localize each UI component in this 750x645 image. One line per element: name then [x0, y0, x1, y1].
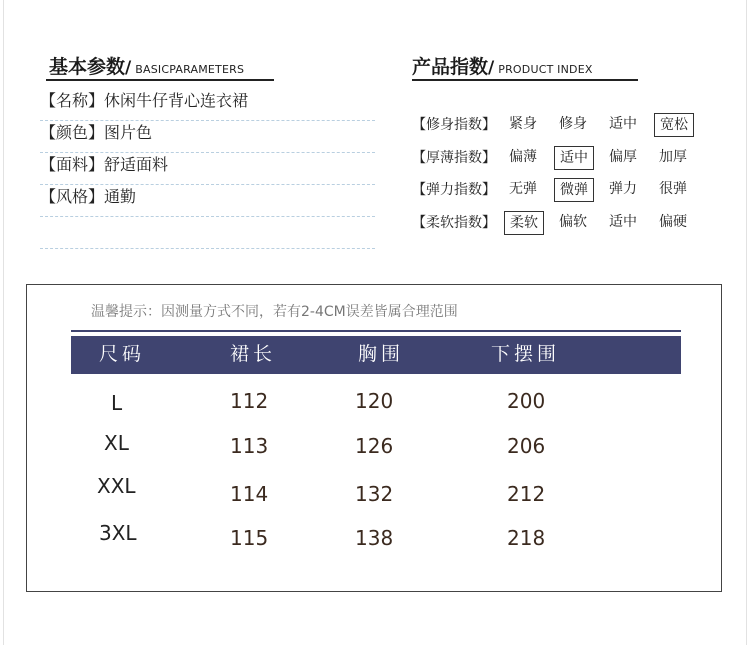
index-option: 很弹: [659, 181, 687, 197]
param-row-name: [40, 88, 375, 121]
header-hem: 下摆围: [491, 343, 561, 365]
size-table: [26, 284, 722, 592]
index-option: 适中: [609, 116, 637, 132]
index-title-slash: /: [488, 58, 495, 78]
cell-size: XL: [104, 431, 129, 455]
header-length: 裙长: [230, 343, 277, 365]
cell-hem: 206: [507, 434, 546, 458]
cell-hem: 212: [507, 482, 546, 506]
basic-parameters-section: [40, 52, 375, 206]
index-option-selected: 柔软: [504, 211, 544, 235]
cell-length: 113: [230, 434, 269, 458]
cell-bust: 126: [355, 434, 394, 458]
cell-size: 3XL: [99, 521, 137, 545]
index-option: 修身: [559, 116, 587, 132]
basic-title-en: BASICPARAMETERS: [135, 63, 245, 76]
page-border-left: [3, 0, 4, 645]
param-text: 【名称】休闲牛仔背心连衣裙: [40, 91, 249, 110]
index-option: 偏厚: [609, 149, 637, 165]
cell-bust: 138: [355, 526, 394, 550]
index-option: 偏薄: [509, 149, 537, 165]
cell-bust: 120: [355, 389, 394, 413]
param-row-style: [40, 184, 375, 217]
basic-title-underline: [46, 79, 274, 81]
basic-title-cn: 基本参数: [49, 56, 126, 78]
index-option: 弹力: [609, 181, 637, 197]
measurement-tip: 温馨提示：因测量方式不同，若有2-4CM误差皆属合理范围: [91, 304, 458, 320]
cell-size: L: [111, 391, 123, 415]
index-label: 【弹力指数】: [412, 182, 496, 198]
index-title-underline: [412, 79, 638, 81]
cell-size: XXL: [97, 474, 136, 498]
cell-length: 112: [230, 389, 269, 413]
index-option-selected: 适中: [554, 146, 594, 170]
param-row-color: [40, 120, 375, 153]
param-text: 【颜色】图片色: [40, 123, 153, 142]
basic-parameters-title: [40, 52, 375, 79]
header-top-rule: [71, 330, 681, 332]
index-option-selected: 宽松: [654, 113, 694, 137]
index-option: 偏软: [559, 214, 587, 230]
index-label: 【厚薄指数】: [412, 150, 496, 166]
index-option: 偏硬: [659, 214, 687, 230]
page-border-right: [746, 0, 747, 645]
index-option: 加厚: [659, 149, 687, 165]
index-label: 【修身指数】: [412, 117, 496, 133]
index-option: 适中: [609, 214, 637, 230]
header-size: 尺码: [99, 343, 146, 365]
param-text: 【风格】通勤: [40, 187, 137, 206]
index-label: 【柔软指数】: [412, 215, 496, 231]
param-text: 【面料】舒适面料: [40, 155, 169, 174]
cell-bust: 132: [355, 482, 394, 506]
cell-length: 114: [230, 482, 269, 506]
index-title-en: PRODUCT INDEX: [498, 63, 593, 76]
param-row-empty: [40, 216, 375, 249]
product-index-title: [412, 52, 732, 79]
index-option: 紧身: [509, 116, 537, 132]
header-bust: 胸围: [358, 343, 405, 365]
cell-length: 115: [230, 526, 269, 550]
param-row-fabric: [40, 152, 375, 185]
product-index-section: [412, 52, 732, 231]
index-option: 无弹: [509, 181, 537, 197]
cell-hem: 200: [507, 389, 546, 413]
index-option-selected: 微弹: [554, 178, 594, 202]
index-title-cn: 产品指数: [412, 56, 489, 78]
basic-title-slash: /: [125, 58, 132, 78]
cell-hem: 218: [507, 526, 546, 550]
size-table-header: [71, 336, 681, 374]
